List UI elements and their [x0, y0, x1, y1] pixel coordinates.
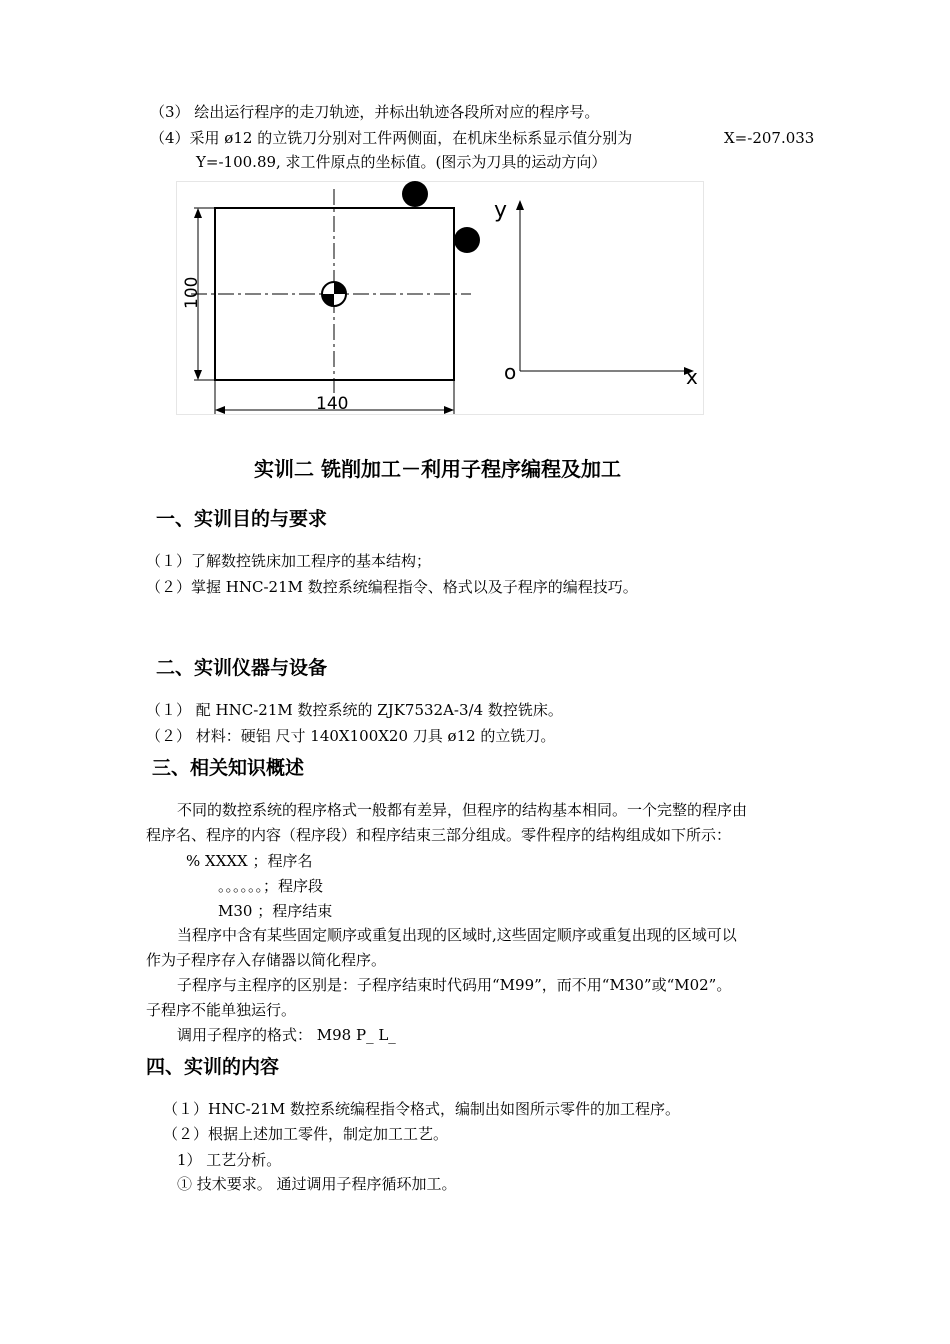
code-line-program-end: M30 ；程序结束	[218, 902, 333, 920]
dim-height-label: 100	[182, 276, 202, 309]
section-3-paragraph-1a: 不同的数控系统的程序格式一般都有差异，但程序的结构基本相同。一个完整的程序由	[177, 801, 748, 819]
section-1-heading: 一、实训目的与要求	[156, 508, 328, 530]
section-3-heading: 三、相关知识概述	[152, 757, 305, 779]
section-2-heading: 二、实训仪器与设备	[156, 657, 328, 679]
section-3-call-format: 调用子程序的格式： M98 P_ L_	[177, 1026, 396, 1044]
section-3-paragraph-2a: 当程序中含有某些固定顺序或重复出现的区域时,这些固定顺序或重复出现的区域可以	[177, 926, 737, 944]
code-line-program-body: 。。。。。。；程序段	[218, 877, 324, 895]
section-2-item-1: （１） 配 HNC-21M 数控系统的 ZJK7532A-3/4 数控铣床。	[146, 701, 563, 719]
section-4-item-4: ① 技术要求。 通过调用子程序循环加工。	[177, 1175, 457, 1193]
section-3-paragraph-3b: 子程序不能单独运行。	[146, 1001, 297, 1019]
section-3-paragraph-2b: 作为子程序存入存储器以简化程序。	[146, 951, 387, 969]
code-line-program-name: % XXXX ；程序名	[186, 852, 313, 870]
dim-width-label: 140	[316, 394, 349, 414]
section-4-item-2: （２）根据上述加工零件，制定加工工艺。	[163, 1125, 449, 1143]
section-1-item-1: （１）了解数控铣床加工程序的基本结构；	[146, 552, 432, 570]
section-3-paragraph-1b: 程序名、程序的内容（程序段）和程序结束三部分组成。零件程序的结构组成如下所示：	[146, 826, 732, 844]
axis-y-label: y	[494, 198, 508, 223]
question-4-x-value: X=-207.033	[724, 129, 815, 147]
section-3-paragraph-3a: 子程序与主程序的区别是：子程序结束时代码用“M99”，而不用“M30”或“M02”。	[177, 976, 732, 994]
axis-x-label: x	[686, 365, 698, 389]
page-title: 实训二 铣削加工－利用子程序编程及加工	[254, 457, 621, 481]
question-3: （3） 绘出运行程序的走刀轨迹，并标出轨迹各段所对应的程序号。	[150, 103, 600, 121]
section-2-item-2: （２） 材料：硬铝 尺寸 140X100X20 刀具 ø12 的立铣刀。	[146, 727, 556, 745]
tool-right	[454, 227, 480, 253]
question-4-line1: （4）采用 ø12 的立铣刀分别对工件两侧面，在机床坐标系显示值分别为	[150, 129, 633, 147]
section-4-item-1: （１）HNC-21M 数控系统编程指令格式，编制出如图所示零件的加工程序。	[163, 1100, 680, 1118]
axis-origin-label: o	[504, 360, 517, 384]
question-4-line2: Y=-100.89, 求工件原点的坐标值。(图示为刀具的运动方向）	[196, 153, 607, 171]
workpiece-origin-symbol	[322, 282, 346, 306]
tool-top	[402, 181, 428, 207]
workpiece-figure	[176, 181, 704, 415]
section-4-item-3: 1） 工艺分析。	[177, 1151, 282, 1169]
section-4-heading: 四、实训的内容	[146, 1056, 280, 1078]
section-1-item-2: （２）掌握 HNC-21M 数控系统编程指令、格式以及子程序的编程技巧。	[146, 578, 638, 596]
